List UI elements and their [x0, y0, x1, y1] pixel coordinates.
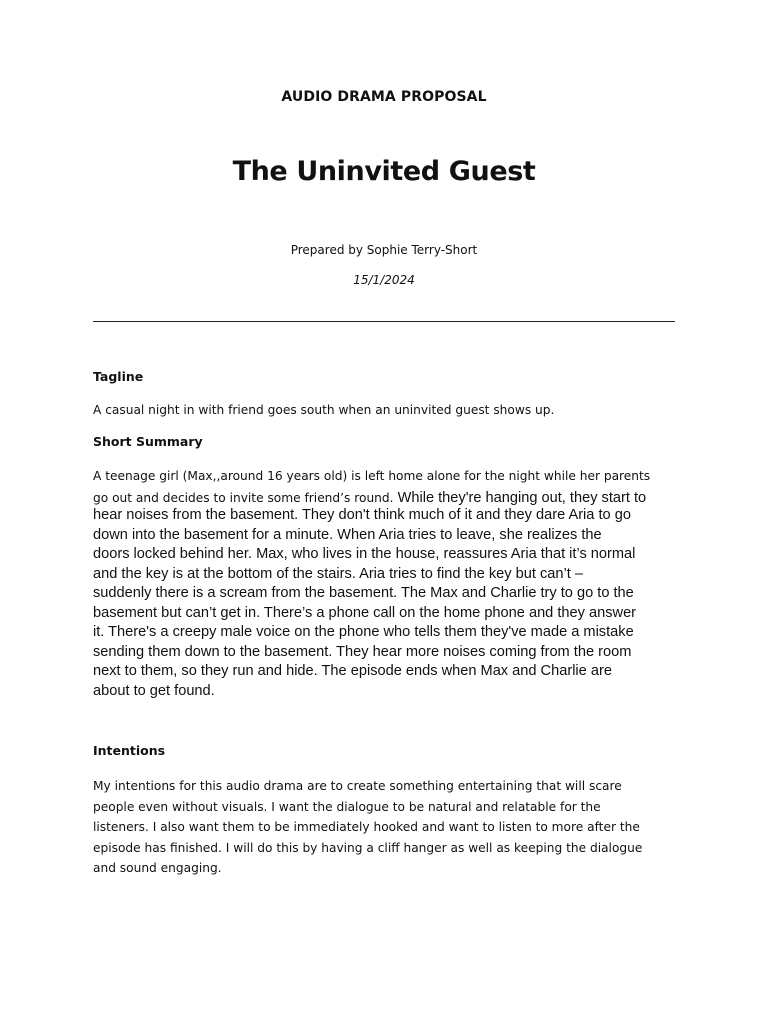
document-date: 15/1/2024	[353, 273, 415, 287]
paragraph-line: next to them, so they run and hide. The episode ends when Max and Charlie are	[93, 663, 612, 679]
tagline-paragraph	[93, 401, 683, 419]
document-kicker: AUDIO DRAMA PROPOSAL	[281, 89, 487, 105]
paragraph-line: and the key is at the bottom of the stairs. Aria tries to find the key but can’t –	[93, 565, 583, 582]
short-summary-paragraph	[93, 467, 683, 721]
paragraph-line: listeners. I also want them to be immediately hooked and want to listen to more after the	[93, 820, 640, 835]
paragraph-line: suddenly there is a scream from the basement. The Max and Charlie try to go to the	[93, 585, 634, 601]
short-summary-heading: Short Summary	[93, 434, 203, 449]
paragraph-line-mixed	[93, 487, 683, 507]
paragraph-fragment: While they're hanging out, they start to	[393, 489, 647, 506]
paragraph-line	[93, 701, 683, 721]
intentions-paragraph	[93, 776, 683, 879]
author-line: Prepared by Sophie Terry-Short	[290, 243, 478, 257]
paragraph-line: My intentions for this audio drama are to create something entertaining that will scare	[93, 779, 622, 793]
paragraph-line: episode has finished. I will do this by having a cliff hanger as well as keeping the dialogue	[93, 840, 643, 855]
paragraph-line: A casual night in with friend goes south when an uninvited guest shows up.	[93, 403, 555, 417]
paragraph-line: people even without visuals. I want the dialogue to be natural and relatable for the	[93, 799, 601, 814]
intentions-heading: Intentions	[93, 743, 166, 758]
paragraph-line: basement but can’t get in. There’s a phone call on the home phone and they answer	[93, 604, 637, 621]
title-divider	[93, 321, 675, 322]
document-title: The Uninvited Guest	[232, 156, 536, 187]
paragraph-line: down into the basement for a minute. When Aria tries to leave, she realizes the	[93, 526, 602, 543]
tagline-heading: Tagline	[93, 369, 144, 384]
paragraph-line: hear noises from the basement. They don't think much of it and they dare Aria to go	[93, 507, 631, 523]
paragraph-line: doors locked behind her. Max, who lives in the house, reassures Aria that it’s normal	[93, 546, 636, 562]
paragraph-line: it. There's a creepy male voice on the phone who tells them they've made a mistake	[93, 624, 634, 640]
paragraph-line: about to get found.	[93, 682, 215, 699]
paragraph-line: A teenage girl (Max,,around 16 years old) is left home alone for the night while her parents	[93, 469, 651, 483]
paragraph-fragment: go out and decides to invite some friend’s round.	[93, 490, 394, 505]
paragraph-line: sending them down to the basement. They hear more noises coming from the room	[93, 643, 632, 660]
paragraph-line: and sound engaging.	[93, 861, 222, 876]
